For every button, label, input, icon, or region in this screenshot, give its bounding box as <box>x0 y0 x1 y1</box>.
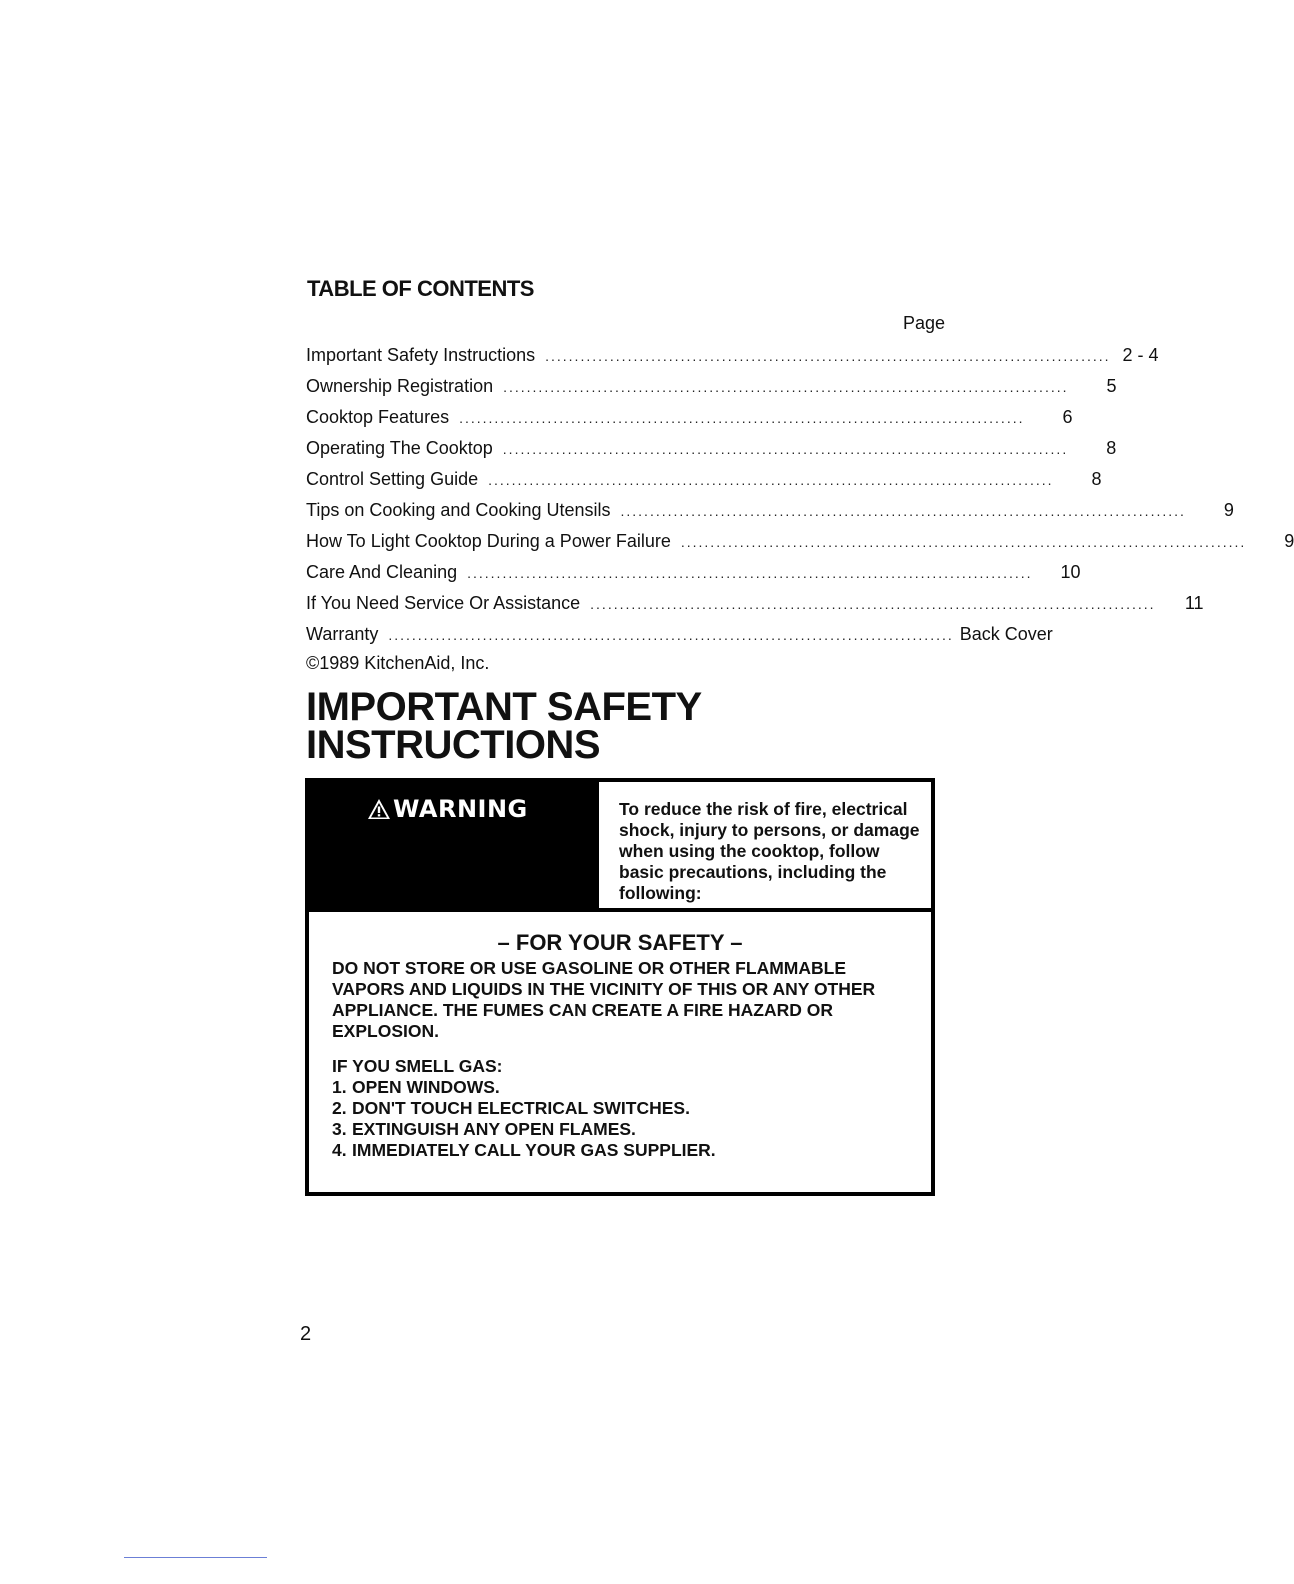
toc-entry-label: Care And Cleaning <box>306 562 458 582</box>
toc-entry-page: Back Cover <box>959 624 1053 644</box>
toc-leader-dots: ................................................................................................ <box>590 596 1156 612</box>
toc-entry-label: Operating The Cooktop <box>306 438 493 458</box>
toc-entry <box>306 340 1159 371</box>
toc-entry <box>306 464 1102 495</box>
toc-leader-dots: ................................................................................................ <box>467 565 1033 581</box>
toc-leader-dots: ................................................................................................ <box>388 627 954 643</box>
gas-step <box>332 1077 922 1098</box>
gas-step-text: EXTINGUISH ANY OPEN FLAMES. <box>352 1119 636 1139</box>
warning-box <box>305 778 935 1196</box>
toc-entry <box>306 557 1081 588</box>
toc-leader-dots: ................................................................................................ <box>459 410 1025 426</box>
gas-step-number: 4. <box>332 1140 347 1160</box>
safety-warning-text: DO NOT STORE OR USE GASOLINE OR OTHER FLAMMABLE VAPORS AND LIQUIDS IN THE VICINITY OF THIS OR ANY OTHER APPLIANCE. THE FUMES CAN CREATE A FIRE HAZARD OR EXPLOSION. <box>332 958 876 1041</box>
toc-entry-label: Cooktop Features <box>306 407 450 427</box>
toc-entry-page: 10 <box>1060 562 1081 582</box>
toc-entry <box>306 619 1053 650</box>
toc-leader-dots: ................................................................................................ <box>503 379 1069 395</box>
toc-entry-page: 11 <box>1184 593 1204 613</box>
toc-entry-label: How To Light Cooktop During a Power Failure <box>306 531 671 551</box>
toc-entry-label: If You Need Service Or Assistance <box>306 593 581 613</box>
section-title-line2: INSTRUCTIONS <box>306 723 600 767</box>
toc-entry <box>306 526 1294 557</box>
safety-heading: – FOR YOUR SAFETY – <box>497 930 743 955</box>
toc-leader-dots: ................................................................................................ <box>680 534 1247 550</box>
warning-label-panel <box>309 782 595 912</box>
toc-entry-label: Ownership Registration <box>306 376 494 396</box>
page-number: 2 <box>300 1323 312 1345</box>
toc-entry-page: 8 <box>1106 438 1117 458</box>
toc-list <box>306 340 1294 650</box>
gas-steps-list <box>332 1077 922 1161</box>
toc-leader-dots: ................................................................................................ <box>545 348 1111 364</box>
warning-intro-text: To reduce the risk of fire, electrical shock, injury to persons, or damage when using the cooktop, follow basic precautions, including the following: <box>619 799 920 903</box>
toc-entry-label: Tips on Cooking and Cooking Utensils <box>306 500 611 520</box>
toc-leader-dots: ................................................................................................ <box>620 503 1186 519</box>
toc-entry <box>306 402 1073 433</box>
toc-entry-page: 6 <box>1062 407 1073 427</box>
gas-step-text: OPEN WINDOWS. <box>352 1077 500 1097</box>
footer-rule <box>124 1557 267 1558</box>
toc-entry-page: 9 <box>1284 531 1294 551</box>
toc-leader-dots: ................................................................................................ <box>488 472 1054 488</box>
toc-entry <box>306 433 1117 464</box>
toc-entry-page: 5 <box>1106 376 1117 396</box>
gas-step-number: 3. <box>332 1119 347 1139</box>
gas-step <box>332 1140 922 1161</box>
gas-heading: IF YOU SMELL GAS: <box>332 1056 503 1076</box>
toc-title: TABLE OF CONTENTS <box>307 276 534 301</box>
toc-entry-page: 8 <box>1091 469 1102 489</box>
gas-step-number: 2. <box>332 1098 347 1118</box>
gas-step-number: 1. <box>332 1077 347 1097</box>
toc-page-header: Page <box>902 313 945 333</box>
toc-entry-label: Important Safety Instructions <box>306 345 536 365</box>
warning-triangle-icon <box>367 798 391 820</box>
copyright-notice: ©1989 KitchenAid, Inc. <box>306 653 490 673</box>
toc-leader-dots: ................................................................................................ <box>502 441 1069 457</box>
toc-entry <box>306 495 1234 526</box>
toc-entry-label: Warranty <box>306 624 379 644</box>
toc-entry <box>306 588 1204 619</box>
toc-entry-page: 9 <box>1223 500 1234 520</box>
warning-label-text: WARNING <box>393 795 528 823</box>
toc-entry-label: Control Setting Guide <box>306 469 479 489</box>
toc-entry-page: 2 - 4 <box>1122 345 1159 365</box>
gas-instructions <box>332 1056 922 1161</box>
section-title-line1: IMPORTANT SAFETY <box>306 685 702 729</box>
gas-step <box>332 1119 922 1140</box>
toc-entry <box>306 371 1117 402</box>
gas-step <box>332 1098 922 1119</box>
gas-step-text: IMMEDIATELY CALL YOUR GAS SUPPLIER. <box>352 1140 716 1160</box>
section-title <box>306 685 702 767</box>
warning-label <box>367 795 528 823</box>
gas-step-text: DON'T TOUCH ELECTRICAL SWITCHES. <box>352 1098 690 1118</box>
warning-intro-cell <box>595 782 931 912</box>
